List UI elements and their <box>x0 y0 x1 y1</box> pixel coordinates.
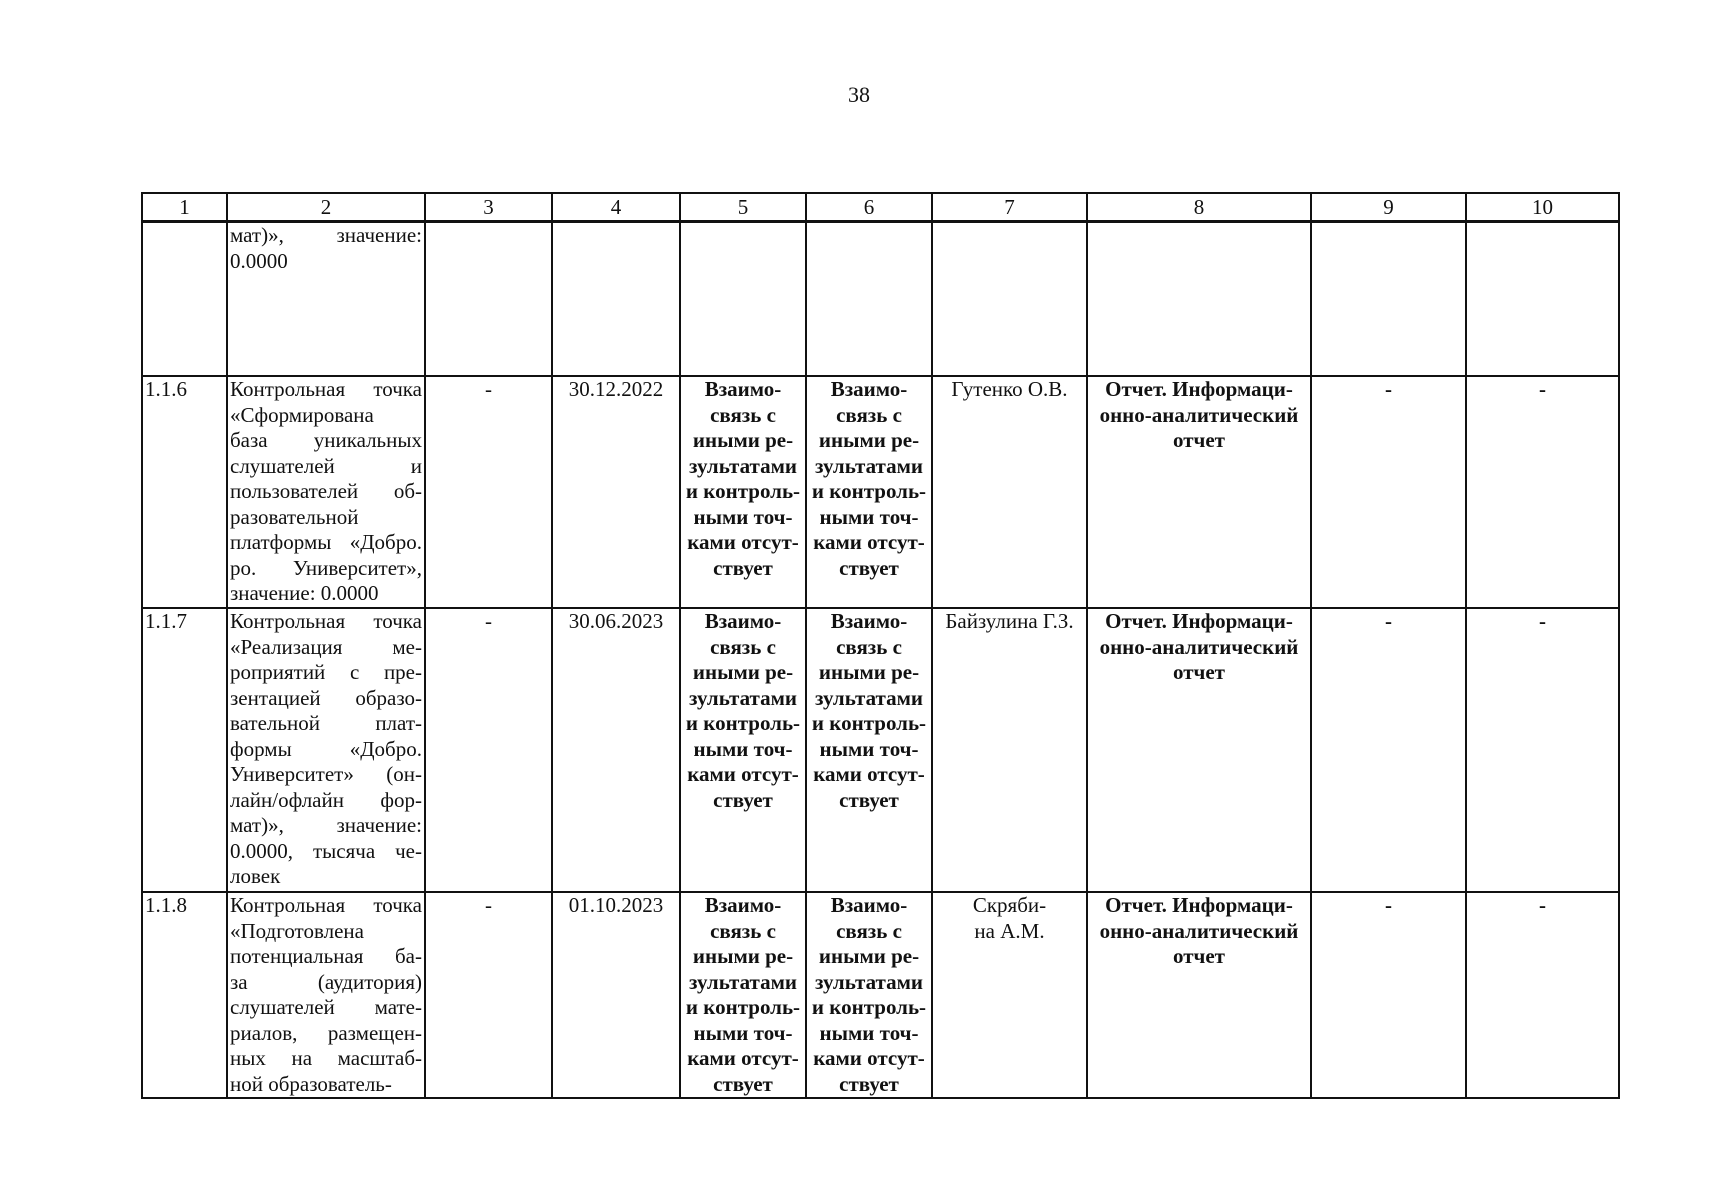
column-9-cell: - <box>1311 892 1466 1098</box>
control-point-name-cell <box>227 376 425 608</box>
column-10-cell <box>1466 222 1619 377</box>
relation-text: Взаимо- связь с иными ре- зультатами и контроль- ными точ- ками отсут- ствует <box>685 893 801 1096</box>
name-line: ловек <box>230 864 281 888</box>
column-9-cell <box>1311 222 1466 377</box>
row-number-cell: 1.1.6 <box>142 376 227 608</box>
column-header: 7 <box>932 193 1087 222</box>
document-text: Отчет. Информаци- онно-аналитический отчет <box>1099 893 1299 968</box>
table-row <box>142 222 1619 377</box>
name-line: за (аудитория) <box>230 969 422 994</box>
column-10-cell: - <box>1466 376 1619 608</box>
column-header: 5 <box>680 193 806 222</box>
name-line: 0.0000, тысяча че- <box>230 838 422 863</box>
column-3-cell: - <box>425 892 552 1098</box>
responsible-text: Байзулина Г.З. <box>945 609 1074 633</box>
name-line: потенциальная ба- <box>230 944 422 968</box>
name-line: «Сформирована <box>230 402 374 427</box>
name-line: Университет» (он- <box>230 762 422 786</box>
due-date-cell: 01.10.2023 <box>552 892 680 1098</box>
responsible-text: Скряби- на А.М. <box>972 893 1047 943</box>
document-text: Отчет. Информаци- онно-аналитический отчет <box>1099 377 1299 452</box>
document-cell <box>1087 376 1311 608</box>
due-date-cell <box>552 222 680 377</box>
relation-cell <box>806 222 932 377</box>
page-number: 38 <box>848 82 870 107</box>
name-line: мат)», значение: <box>230 223 422 247</box>
column-9-cell: - <box>1311 608 1466 892</box>
relation-cell <box>680 376 806 608</box>
name-line: слушателей мате- <box>230 995 422 1019</box>
name-line: база уникальных <box>230 428 422 452</box>
column-header: 4 <box>552 193 680 222</box>
column-3-cell: - <box>425 608 552 892</box>
column-header: 9 <box>1311 193 1466 222</box>
name-line: «Реализация ме- <box>230 634 422 659</box>
name-line: «Подготовлена <box>230 918 364 943</box>
relation-cell <box>680 222 806 377</box>
due-date-cell: 30.06.2023 <box>552 608 680 892</box>
column-3-cell <box>425 222 552 377</box>
column-header: 8 <box>1087 193 1311 222</box>
name-line: платформы «Добро. <box>230 530 422 554</box>
name-line: мат)», значение: <box>230 813 422 837</box>
name-line: ных на масштаб- <box>230 1046 422 1070</box>
name-line: риалов, размещен- <box>230 1020 422 1045</box>
row-number-cell <box>142 222 227 377</box>
relation-cell <box>680 608 806 892</box>
relation-cell <box>806 892 932 1098</box>
table-header-row <box>142 193 1619 222</box>
table-row <box>142 608 1619 892</box>
name-line: Контрольная точка <box>230 609 422 633</box>
name-line: Контрольная точка <box>230 893 422 917</box>
control-point-name-cell <box>227 222 425 377</box>
document-text: Отчет. Информаци- онно-аналитический отчет <box>1099 609 1299 684</box>
responsible-cell <box>932 376 1087 608</box>
row-number-cell: 1.1.8 <box>142 892 227 1098</box>
document-cell <box>1087 222 1311 377</box>
name-line: вательной плат- <box>230 711 422 735</box>
name-line: ро. Университет», <box>230 555 422 580</box>
control-point-name-cell <box>227 892 425 1098</box>
relation-text: Взаимо- связь с иными ре- зультатами и контроль- ными точ- ками отсут- ствует <box>811 609 927 812</box>
relation-cell <box>806 608 932 892</box>
document-cell <box>1087 608 1311 892</box>
relation-cell <box>680 892 806 1098</box>
control-point-name-cell <box>227 608 425 892</box>
column-header: 2 <box>227 193 425 222</box>
name-line: лайн/офлайн фор- <box>230 787 422 812</box>
name-line: разовательной <box>230 504 359 529</box>
name-line: Контрольная точка <box>230 377 422 401</box>
column-header: 3 <box>425 193 552 222</box>
relation-text: Взаимо- связь с иными ре- зультатами и контроль- ными точ- ками отсут- ствует <box>685 377 801 580</box>
name-line: пользователей об- <box>230 479 422 503</box>
relation-cell <box>806 376 932 608</box>
relation-text: Взаимо- связь с иными ре- зультатами и контроль- ными точ- ками отсут- ствует <box>811 377 927 580</box>
responsible-cell <box>932 892 1087 1098</box>
name-line: ной образователь- <box>230 1071 392 1096</box>
responsible-cell <box>932 222 1087 377</box>
relation-text: Взаимо- связь с иными ре- зультатами и контроль- ными точ- ками отсут- ствует <box>685 609 801 812</box>
name-line: формы «Добро. <box>230 736 422 761</box>
column-header: 1 <box>142 193 227 222</box>
column-10-cell: - <box>1466 608 1619 892</box>
row-number-cell: 1.1.7 <box>142 608 227 892</box>
relation-text: Взаимо- связь с иными ре- зультатами и контроль- ными точ- ками отсут- ствует <box>811 893 927 1096</box>
table-row <box>142 892 1619 1098</box>
document-cell <box>1087 892 1311 1098</box>
name-line: значение: 0.0000 <box>230 581 379 605</box>
table-row <box>142 376 1619 608</box>
responsible-text: Гутенко О.В. <box>951 377 1068 401</box>
column-9-cell: - <box>1311 376 1466 608</box>
name-line: зентацией образо- <box>230 685 422 710</box>
control-points-table <box>141 192 1620 1099</box>
name-line: роприятий с пре- <box>230 660 422 684</box>
name-line: слушателей и <box>230 453 422 478</box>
due-date-cell: 30.12.2022 <box>552 376 680 608</box>
name-line: 0.0000 <box>230 248 288 273</box>
column-header: 6 <box>806 193 932 222</box>
column-10-cell: - <box>1466 892 1619 1098</box>
column-header: 10 <box>1466 193 1619 222</box>
column-3-cell: - <box>425 376 552 608</box>
responsible-cell <box>932 608 1087 892</box>
